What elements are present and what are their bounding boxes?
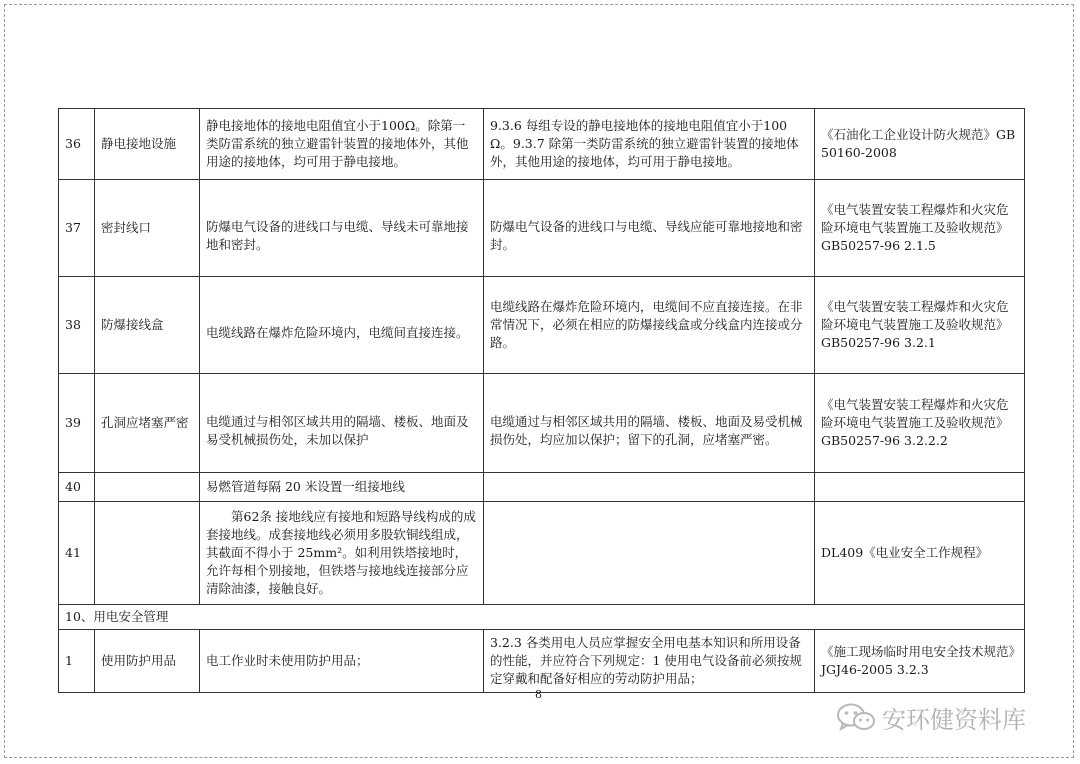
issue-text: 电缆线路在爆炸危险环境内，电缆间直接连接。 — [200, 277, 484, 374]
row-number: 38 — [59, 277, 95, 374]
item-name: 使用防护用品 — [95, 630, 200, 693]
row-number: 39 — [59, 374, 95, 473]
regulation-table — [58, 108, 1025, 693]
row-number: 1 — [59, 630, 95, 693]
table-row — [59, 630, 1025, 693]
issue-text: 电工作业时未使用防护用品； — [200, 630, 484, 693]
item-name: 静电接地设施 — [95, 109, 200, 180]
basis-text: 《电气装置安装工程爆炸和火灾危险环境电气装置施工及验收规范》GB50257-96 3.2.1 — [815, 277, 1025, 374]
table-row — [59, 502, 1025, 605]
requirement-text: 9.3.6 每组专设的静电接地体的接地电阻值宜小于100Ω。9.3.7 除第一类防雷系统的独立避雷针装置的接地体外，其他用途的接地体，均可用于静电接地。 — [484, 109, 815, 180]
row-number: 37 — [59, 180, 95, 277]
item-name — [95, 502, 200, 605]
requirement-text: 电缆通过与相邻区域共用的隔墙、楼板、地面及易受机械损伤处，均应加以保护；留下的孔洞，应堵塞严密。 — [484, 374, 815, 473]
basis-text: 《石油化工企业设计防火规范》GB50160-2008 — [815, 109, 1025, 180]
issue-text: 电缆通过与相邻区域共用的隔墙、楼板、地面及易受机械损伤处，未加以保护 — [200, 374, 484, 473]
row-number: 41 — [59, 502, 95, 605]
basis-text: 《施工现场临时用电安全技术规范》JGJ46-2005 3.2.3 — [815, 630, 1025, 693]
item-name: 孔洞应堵塞严密 — [95, 374, 200, 473]
basis-text: 《电气装置安装工程爆炸和火灾危险环境电气装置施工及验收规范》GB50257-96 3.2.2.2 — [815, 374, 1025, 473]
basis-text — [815, 473, 1025, 502]
requirement-text: 防爆电气设备的进线口与电缆、导线应能可靠地接地和密封。 — [484, 180, 815, 277]
section-header-row — [59, 605, 1025, 630]
table-row — [59, 180, 1025, 277]
issue-text: 第62条 接地线应有接地和短路导线构成的成套接地线。成套接地线必须用多股软铜线组成，其截面不得小于 25mm²。如利用铁塔接地时，允许每相个别接地，但铁塔与接地线连接部分应清除油漆，接触良好。 — [200, 502, 484, 605]
watermark — [836, 700, 1026, 735]
issue-text: 易燃管道每隔 20 米设置一组接地线 — [200, 473, 484, 502]
requirement-text — [484, 473, 815, 502]
table-row — [59, 277, 1025, 374]
item-name: 防爆接线盒 — [95, 277, 200, 374]
table-row — [59, 473, 1025, 502]
requirement-text: 3.2.3 各类用电人员应掌握安全用电基本知识和所用设备的性能，并应符合下列规定：1 使用电气设备前必须按规定穿戴和配备好相应的劳动防护用品； — [484, 630, 815, 693]
requirement-text — [484, 502, 815, 605]
table-row — [59, 109, 1025, 180]
item-name — [95, 473, 200, 502]
row-number: 36 — [59, 109, 95, 180]
table-row — [59, 374, 1025, 473]
section-title: 10、用电安全管理 — [59, 605, 1025, 630]
issue-text: 静电接地体的接地电阻值宜小于100Ω。除第一类防雷系统的独立避雷针装置的接地体外，其他用途的接地体，均可用于静电接地。 — [200, 109, 484, 180]
issue-text: 防爆电气设备的进线口与电缆、导线未可靠地接地和密封。 — [200, 180, 484, 277]
watermark-text: 安环健资料库 — [882, 706, 1026, 734]
wechat-icon — [836, 702, 876, 734]
row-number: 40 — [59, 473, 95, 502]
requirement-text: 电缆线路在爆炸危险环境内，电缆间不应直接连接。在非常情况下，必须在相应的防爆接线盒或分线盒内连接或分路。 — [484, 277, 815, 374]
item-name: 密封线口 — [95, 180, 200, 277]
basis-text: 《电气装置安装工程爆炸和火灾危险环境电气装置施工及验收规范》GB50257-96 2.1.5 — [815, 180, 1025, 277]
basis-text: DL409《电业安全工作规程》 — [815, 502, 1025, 605]
page-number: 8 — [535, 688, 542, 701]
